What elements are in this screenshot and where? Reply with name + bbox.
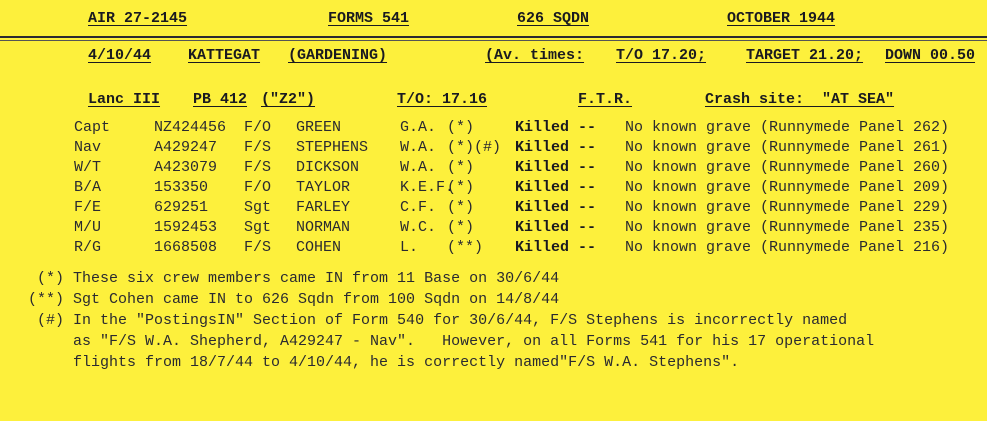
mission-target: KATTEGAT	[188, 47, 261, 64]
footnote-3: (#) In the "PostingsIN" Section of Form 540 for 30/6/44, F/S Stephens is incorrectly named	[28, 312, 848, 329]
footnotes	[28, 268, 874, 373]
crew-role: R/G	[74, 239, 102, 256]
mission-date: 4/10/44	[88, 47, 152, 64]
crash-site: Crash site: "AT SEA"	[705, 91, 895, 108]
crew-service-number: 153350	[154, 179, 209, 196]
times-label: (Av. times:	[485, 47, 585, 64]
crew-rank: Sgt	[244, 199, 272, 216]
down-time: DOWN 00.50	[885, 47, 976, 64]
crew-fate: Killed --	[515, 199, 597, 216]
crew-fate: Killed --	[515, 139, 597, 156]
crew-grave-detail: No known grave (Runnymede Panel 216)	[625, 239, 950, 256]
crew-role: W/T	[74, 159, 102, 176]
crew-row	[74, 218, 984, 238]
footnote-2: (**) Sgt Cohen came IN to 626 Sqdn from 100 Sqdn on 14/8/44	[28, 291, 560, 308]
crew-fate: Killed --	[515, 219, 597, 236]
crew-initials: G.A.	[400, 119, 437, 136]
crew-service-number: 629251	[154, 199, 209, 216]
crew-role: F/E	[74, 199, 102, 216]
crew-grave-detail: No known grave (Runnymede Panel 262)	[625, 119, 950, 136]
crew-grave-detail: No known grave (Runnymede Panel 260)	[625, 159, 950, 176]
crew-grave-detail: No known grave (Runnymede Panel 235)	[625, 219, 950, 236]
aircraft-type: Lanc III	[88, 91, 161, 108]
crew-surname: GREEN	[296, 119, 342, 136]
crew-row	[74, 238, 984, 258]
forms-reference: FORMS 541	[328, 10, 410, 27]
crew-service-number: 1668508	[154, 239, 218, 256]
target-time: TARGET 21.20;	[746, 47, 864, 64]
crew-grave-detail: No known grave (Runnymede Panel 229)	[625, 199, 950, 216]
squadron: 626 SQDN	[517, 10, 590, 27]
crew-service-number: 1592453	[154, 219, 218, 236]
crew-grave-detail: No known grave (Runnymede Panel 261)	[625, 139, 950, 156]
header-rule	[0, 36, 987, 38]
crew-rank: F/S	[244, 139, 272, 156]
crew-rank: F/O	[244, 119, 272, 136]
crew-rank: F/S	[244, 239, 272, 256]
crew-initials: W.C.	[400, 219, 437, 236]
crew-fate: Killed --	[515, 239, 597, 256]
crew-service-number: A423079	[154, 159, 218, 176]
crew-row	[74, 198, 984, 218]
crew-fate: Killed --	[515, 179, 597, 196]
aircraft-status: F.T.R.	[578, 91, 633, 108]
crew-surname: FARLEY	[296, 199, 351, 216]
crew-initials: W.A.	[400, 159, 437, 176]
footnote-1: (*) These six crew members came IN from 11 Base on 30/6/44	[28, 270, 560, 287]
crew-initials: L.	[400, 239, 419, 256]
crew-rank: F/S	[244, 159, 272, 176]
crew-note-mark: (*)	[447, 119, 475, 136]
av-takeoff-time: T/O 17.20;	[616, 47, 707, 64]
crew-row	[74, 118, 984, 138]
air-reference: AIR 27-2145	[88, 10, 188, 27]
crew-note-mark: (*)	[447, 179, 475, 196]
crew-surname: COHEN	[296, 239, 342, 256]
crew-role: Capt	[74, 119, 111, 136]
crew-row	[74, 158, 984, 178]
crew-initials: K.E.F.	[400, 179, 455, 196]
mission-operation: (GARDENING)	[288, 47, 388, 64]
crew-fate: Killed --	[515, 159, 597, 176]
crew-role: Nav	[74, 139, 102, 156]
crew-service-number: NZ424456	[154, 119, 227, 136]
crew-row	[74, 138, 984, 158]
crew-role: M/U	[74, 219, 102, 236]
crew-service-number: A429247	[154, 139, 218, 156]
crew-surname: TAYLOR	[296, 179, 351, 196]
aircraft-code: ("Z2")	[261, 91, 316, 108]
footnote-3-end: flights from 18/7/44 to 4/10/44, he is correctly named"F/S W.A. Stephens".	[28, 354, 740, 371]
crew-fate: Killed --	[515, 119, 597, 136]
crew-grave-detail: No known grave (Runnymede Panel 209)	[625, 179, 950, 196]
month-year: OCTOBER 1944	[727, 10, 836, 27]
footnote-3-cont: as "F/S W.A. Shepherd, A429247 - Nav". However, on all Forms 541 for his 17 operational	[28, 333, 875, 350]
crew-surname: NORMAN	[296, 219, 351, 236]
crew-initials: W.A.	[400, 139, 437, 156]
crew-role: B/A	[74, 179, 102, 196]
crew-note-mark: (*)	[447, 159, 475, 176]
crew-surname: STEPHENS	[296, 139, 369, 156]
crew-initials: C.F.	[400, 199, 437, 216]
crew-rank: Sgt	[244, 219, 272, 236]
crew-rank: F/O	[244, 179, 272, 196]
crew-note-mark: (*)	[447, 199, 475, 216]
aircraft-serial: PB 412	[193, 91, 248, 108]
crew-row	[74, 178, 984, 198]
crew-note-mark: (*)	[447, 219, 475, 236]
crew-note-mark: (*)(#)	[447, 139, 502, 156]
header-rule-thin	[0, 40, 987, 41]
crew-note-mark: (**)	[447, 239, 484, 256]
crew-surname: DICKSON	[296, 159, 360, 176]
aircraft-takeoff: T/O: 17.16	[397, 91, 488, 108]
